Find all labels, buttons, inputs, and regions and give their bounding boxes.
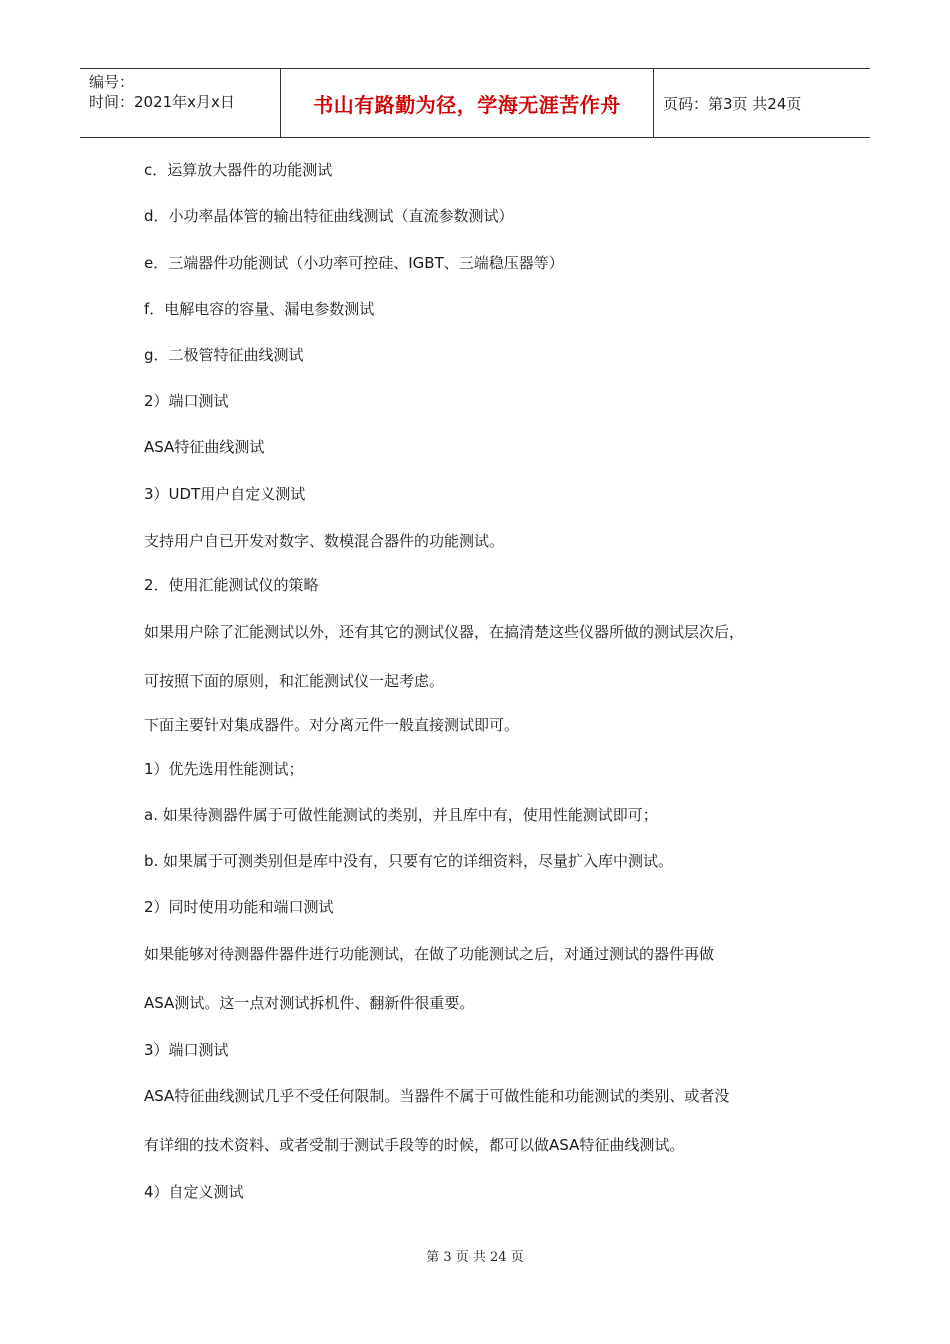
header-page-info: 页码：第3页 共24页 bbox=[663, 94, 802, 113]
section-heading: 2）端口测试 bbox=[144, 392, 229, 410]
page-footer: 第 3 页 共 24 页 bbox=[426, 1250, 524, 1265]
list-item: g．二极管特征曲线测试 bbox=[144, 346, 304, 364]
paragraph: ASA特征曲线测试 bbox=[144, 438, 265, 456]
header-motto: 书山有路勤为径，学海无涯苦作舟 bbox=[281, 69, 654, 137]
section-heading: 3）UDT用户自定义测试 bbox=[144, 485, 306, 503]
paragraph: ASA特征曲线测试几乎不受任何限制。当器件不属于可做性能和功能测试的类别、或者没 bbox=[144, 1087, 730, 1105]
section-heading: 4）自定义测试 bbox=[144, 1183, 244, 1201]
section-heading: 2．使用汇能测试仪的策略 bbox=[144, 576, 319, 594]
document-number-label: 编号： bbox=[89, 73, 135, 91]
list-item: e．三端器件功能测试（小功率可控硅、IGBT、三端稳压器等） bbox=[144, 254, 564, 272]
paragraph: 如果用户除了汇能测试以外，还有其它的测试仪器，在搞清楚这些仪器所做的测试层次后， bbox=[144, 623, 745, 641]
list-item: d．小功率晶体管的输出特征曲线测试（直流参数测试） bbox=[144, 207, 514, 225]
list-item: a. 如果待测器件属于可做性能测试的类别，并且库中有，使用性能测试即可； bbox=[144, 806, 658, 824]
document-date: 时间：2021年x月x日 bbox=[89, 93, 235, 111]
section-heading: 3）端口测试 bbox=[144, 1041, 229, 1059]
paragraph: 下面主要针对集成器件。对分离元件一般直接测试即可。 bbox=[144, 716, 520, 734]
section-heading: 2）同时使用功能和端口测试 bbox=[144, 898, 334, 916]
list-item: c．运算放大器件的功能测试 bbox=[144, 161, 333, 179]
paragraph: 可按照下面的原则，和汇能测试仪一起考虑。 bbox=[144, 672, 445, 690]
paragraph: 有详细的技术资料、或者受制于测试手段等的时候，都可以做ASA特征曲线测试。 bbox=[144, 1136, 685, 1154]
list-item: b. 如果属于可测类别但是库中没有，只要有它的详细资料，尽量扩入库中测试。 bbox=[144, 852, 674, 870]
paragraph: 支持用户自已开发对数字、数模混合器件的功能测试。 bbox=[144, 532, 505, 550]
paragraph: ASA测试。这一点对测试拆机件、翻新件很重要。 bbox=[144, 994, 475, 1012]
list-item: f．电解电容的容量、漏电参数测试 bbox=[144, 300, 375, 318]
paragraph: 如果能够对待测器件器件进行功能测试，在做了功能测试之后，对通过测试的器件再做 bbox=[144, 945, 715, 963]
section-heading: 1）优先选用性能测试； bbox=[144, 760, 304, 778]
header-meta bbox=[80, 69, 281, 137]
page-header bbox=[80, 68, 870, 138]
